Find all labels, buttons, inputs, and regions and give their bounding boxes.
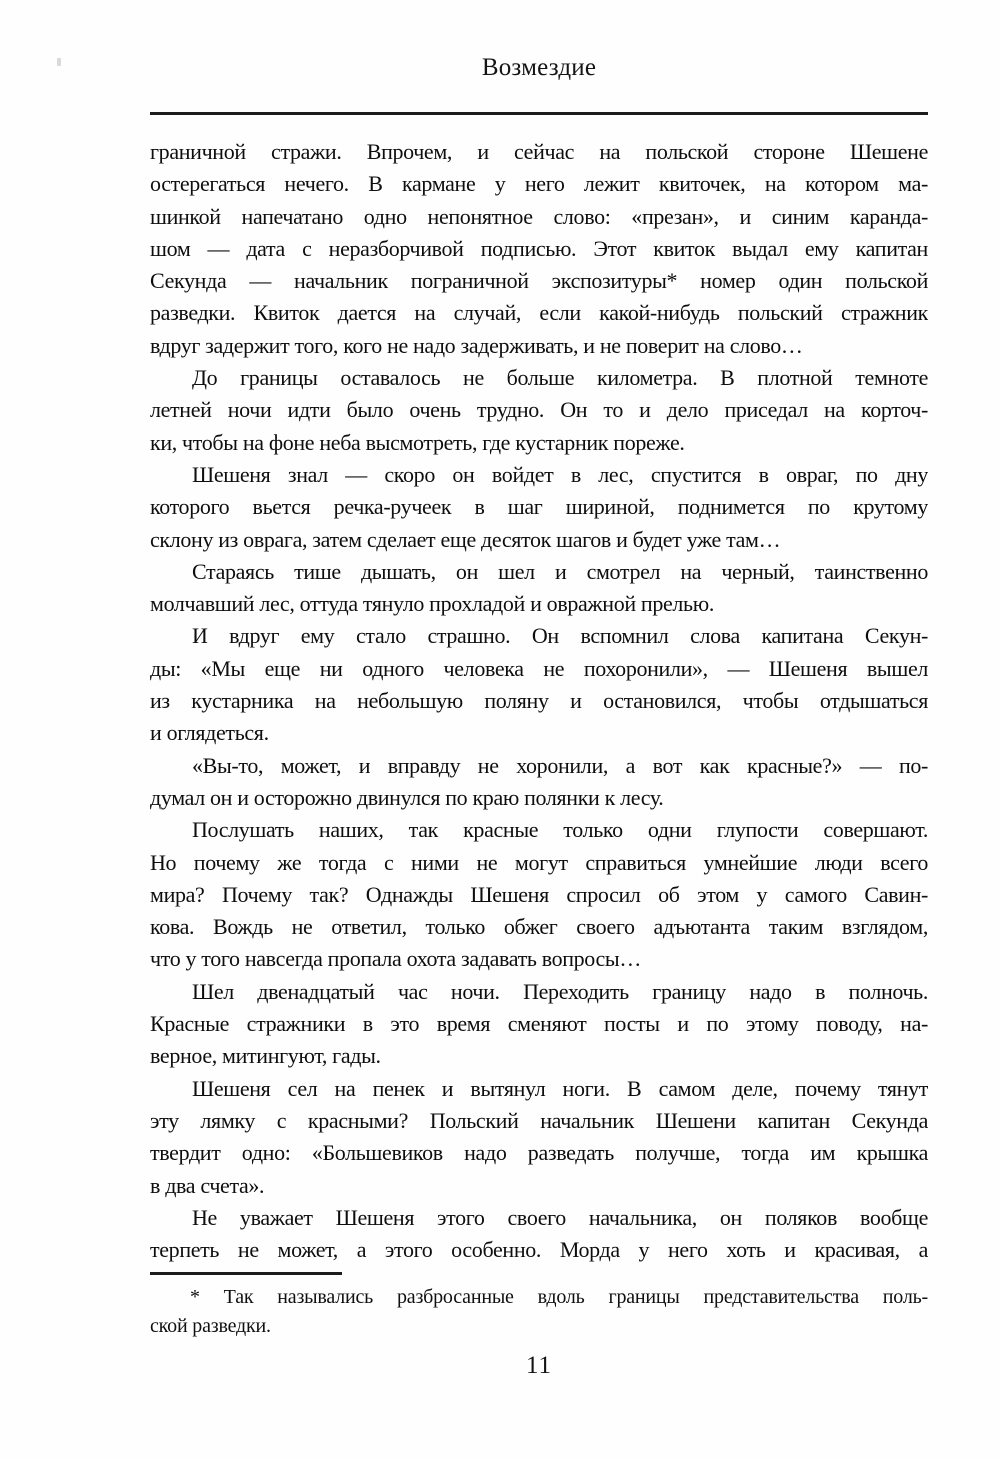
text-line: эту лямку с красными? Польский начальник Шешени капитан Секунда [150, 1107, 928, 1133]
text-line: ки, чтобы на фоне неба высмотреть, где кустарник пореже. [150, 429, 685, 455]
text-line: летней ночи идти было очень трудно. Он то и дело приседал на корточ- [150, 397, 928, 423]
page-number: 11 [525, 1352, 553, 1379]
text-line: терпеть не может, а этого особенно. Морда у него хоть и красивая, а [150, 1237, 928, 1263]
text-line: остерегаться нечего. В кармане у него лежит квиточек, на котором ма- [150, 171, 928, 197]
text-line: Но почему же тогда с ними не могут справиться умнейшие люди всего [150, 849, 928, 875]
text-line: Стараясь тише дышать, он шел и смотрел на черный, таинственно [192, 558, 928, 584]
text-line: в два счета». [150, 1172, 265, 1198]
text-line: которого вьется речка-ручеек в шаг шириной, поднимется по крутому [150, 494, 928, 520]
header-rule [150, 112, 928, 115]
text-line: и оглядеться. [150, 720, 269, 746]
text-line: И вдруг ему стало страшно. Он вспомнил слова капитана Секун- [192, 623, 928, 649]
text-line: ской разведки. [150, 1315, 271, 1337]
text-line: шинкой напечатано одно непонятное слово: «презан», и синим каранда- [150, 203, 928, 229]
scan-speck [57, 58, 61, 66]
text-line: разведки. Квиток дается на случай, если какой-нибудь польский стражник [150, 300, 928, 326]
footnote [150, 1283, 928, 1341]
text-line: ды: «Мы еще ни одного человека не похоронили», — Шешеня вышел [150, 655, 928, 681]
text-line: склону из оврага, затем сделает еще десяток шагов и будет уже там… [150, 526, 781, 552]
text-line: Не уважает Шешеня этого своего начальника, он поляков вообще [192, 1204, 928, 1230]
text-line: Секунда — начальник пограничной экспозитуры* номер один польской [150, 268, 928, 294]
text-line: верное, митингуют, гады. [150, 1043, 381, 1069]
footnote-rule [150, 1272, 342, 1275]
text-line: кова. Вождь не ответил, только обжег своего адъютанта таким взглядом, [150, 914, 928, 940]
text-line: что у того навсегда пропала охота задавать вопросы… [150, 946, 641, 972]
text-line: думал он и осторожно двинулся по краю полянки к лесу. [150, 784, 664, 810]
text-line: * Так назывались разбросанные вдоль границы представительства поль- [190, 1286, 928, 1308]
text-line: Послушать наших, так красные только одни глупости совершают. [192, 817, 928, 843]
text-line: молчавший лес, оттуда тянуло прохладой и овражной прелью. [150, 591, 714, 617]
text-line: Шел двенадцатый час ночи. Переходить границу надо в полночь. [192, 978, 928, 1004]
text-line: из кустарника на небольшую поляну и остановился, чтобы отдышаться [150, 688, 928, 714]
text-line: вдруг задержит того, кого не надо задерживать, и не поверит на слово… [150, 332, 803, 358]
text-line: граничной стражи. Впрочем, и сейчас на польской стороне Шешене [150, 139, 928, 164]
text-line: твердит одно: «Большевиков надо разведать получше, тогда им крышка [150, 1140, 928, 1166]
running-head-title: Возмездие [481, 54, 597, 81]
body-text [150, 136, 928, 1266]
text-line: шом — дата с неразборчивой подписью. Этот квиток выдал ему капитан [150, 235, 928, 261]
text-line: Красные стражники в это время сменяют посты и по этому поводу, на- [150, 1011, 928, 1037]
text-line: «Вы-то, может, и вправду не хоронили, а вот как красные?» — по- [192, 752, 928, 778]
text-line: До границы оставалось не больше километра. В плотной темноте [192, 365, 928, 391]
text-line: мира? Почему так? Однажды Шешеня спросил об этом у самого Савин- [150, 881, 928, 907]
text-line: Шешеня сел на пенек и вытянул ноги. В самом деле, почему тянут [192, 1075, 928, 1101]
text-line: Шешеня знал — скоро он войдет в лес, спустится в овраг, по дну [192, 461, 928, 487]
